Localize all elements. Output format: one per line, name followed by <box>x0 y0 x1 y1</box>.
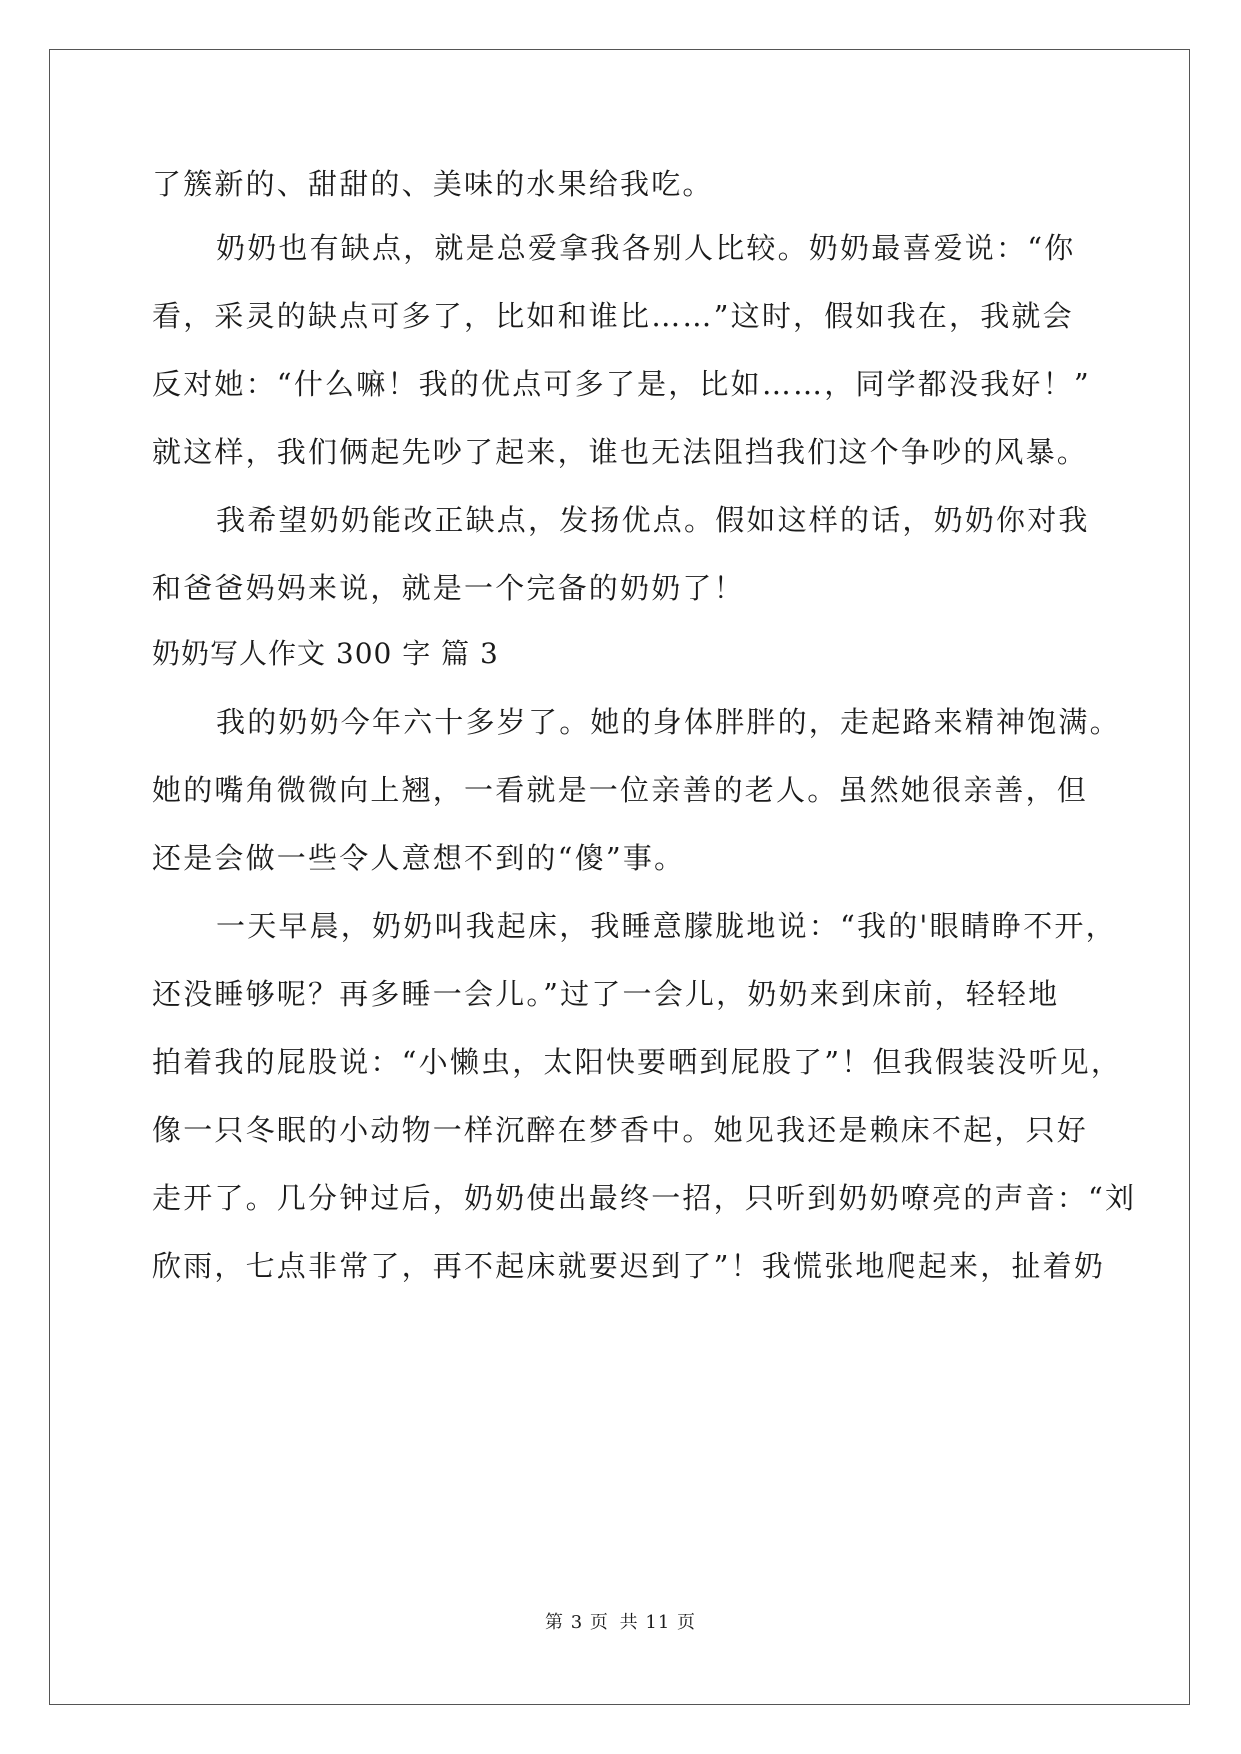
paragraph-line: 像一只冬眠的小动物一样沉醉在梦香中。她见我还是赖床不起，只好 <box>152 1113 1089 1147</box>
paragraph-line: 欣雨，七点非常了，再不起床就要迟到了”！我慌张地爬起来，扯着奶 <box>152 1249 1106 1283</box>
paragraph-line: 还没睡够呢？再多睡一会儿。”过了一会儿，奶奶来到床前，轻轻地 <box>152 977 1060 1011</box>
paragraph-line: 我希望奶奶能改正缺点，发扬优点。假如这样的话，奶奶你对我 <box>216 503 1090 537</box>
paragraph-line: 看，采灵的缺点可多了，比如和谁比……”这时，假如我在，我就会 <box>152 299 1074 333</box>
paragraph-line: 了簇新的、甜甜的、美味的水果给我吃。 <box>152 167 714 201</box>
page-footer <box>0 1608 1241 1634</box>
paragraph-line: 拍着我的屁股说：“小懒虫，太阳快要晒到屁股了”！但我假装没听见， <box>152 1045 1123 1079</box>
total-pages: 共 11 页 <box>619 1612 696 1633</box>
paragraph-line: 还是会做一些令人意想不到的“傻”事。 <box>152 841 686 875</box>
paragraph-line: 反对她：“什么嘛！我的优点可多了是，比如……，同学都没我好！” <box>152 367 1091 401</box>
page-number: 第 3 页 <box>545 1612 609 1633</box>
paragraph-line: 她的嘴角微微向上翘，一看就是一位亲善的老人。虽然她很亲善，但 <box>152 773 1089 807</box>
paragraph-line: 一天早晨，奶奶叫我起床，我睡意朦胧地说：“我的'眼睛睁不开， <box>216 909 1117 943</box>
section-heading: 奶奶写人作文 300 字 篇 3 <box>152 637 499 670</box>
paragraph-line: 奶奶也有缺点，就是总爱拿我各别人比较。奶奶最喜爱说：“你 <box>216 231 1076 265</box>
paragraph-line: 和爸爸妈妈来说，就是一个完备的奶奶了！ <box>152 571 745 605</box>
paragraph-line: 我的奶奶今年六十多岁了。她的身体胖胖的，走起路来精神饱满。 <box>216 705 1121 739</box>
paragraph-line: 走开了。几分钟过后，奶奶使出最终一招，只听到奶奶嘹亮的声音：“刘 <box>152 1181 1137 1215</box>
paragraph-line: 就这样，我们俩起先吵了起来，谁也无法阻挡我们这个争吵的风暴。 <box>152 435 1089 469</box>
